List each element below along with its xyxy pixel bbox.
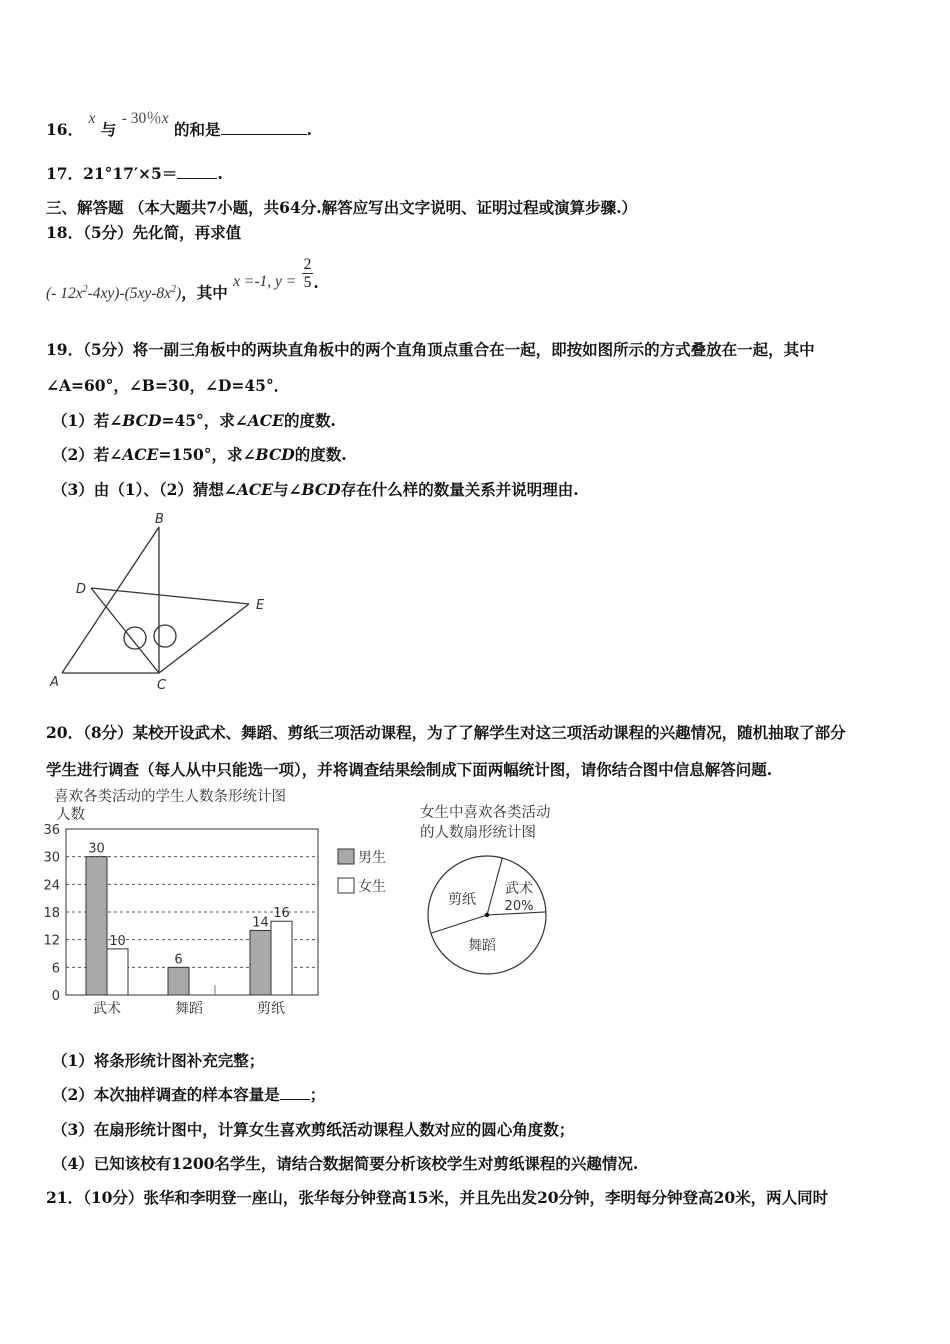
q16-number: 16．	[46, 120, 84, 139]
x-tick-label: 武术	[93, 1001, 121, 1017]
bar-男生-舞蹈	[168, 967, 189, 995]
q16-answer-blank	[221, 120, 307, 135]
q20-line2: 学生进行调查（每人从中只能选一项），并将调查结果绘制成下面两幅统计图，请你结合图中信息解答问题.	[46, 760, 773, 779]
q18-expr: (- $12x^2-4xy)-(5xy-8x^2)$	[46, 283, 182, 302]
q20-part4: （4）已知该校有1200名学生，请结合数据简要分析该校学生对剪纸课程的兴趣情况.	[52, 1154, 639, 1173]
q20-line1: 20．（8分）某校开设武术、舞蹈、剪纸三项活动课程，为了了解学生对这三项活动课程的兴趣情况，随机抽取了部分	[46, 723, 846, 742]
q16-expr: - 30％x	[121, 110, 169, 127]
legend-swatch-女生	[338, 878, 354, 893]
q16-sum-text: 的和是	[174, 120, 221, 139]
label-D: D	[76, 582, 87, 597]
q19-part3: （3）由（1）、（2）猜想∠ACE与∠BCD存在什么样的数量关系并说明理由.	[52, 480, 579, 499]
bar-value-label: 14	[252, 915, 269, 931]
q18-expression	[46, 256, 319, 302]
q19-part1: （1）若∠BCD=45°，求∠ACE的度数.	[52, 411, 336, 430]
q18-fraction: $\frac{2}{5}$	[303, 256, 312, 291]
right-angle-mark-left	[124, 627, 146, 649]
pie-label-jianzhi: 剪纸	[448, 892, 476, 908]
label-E: E	[256, 598, 265, 613]
bar-value-label: 10	[109, 933, 126, 949]
bar-chart-title: 喜欢各类活动的学生人数条形统计图	[54, 789, 286, 805]
bar-女生-剪纸	[271, 921, 292, 995]
q20-part1: （1）将条形统计图补充完整；	[52, 1051, 265, 1070]
y-tick-label: 30	[43, 850, 60, 866]
q19-part2: （2）若∠ACE=150°，求∠BCD的度数.	[52, 445, 347, 464]
q20-answer-blank	[280, 1085, 310, 1100]
q16-line	[46, 104, 312, 139]
pie-label-wudao: 舞蹈	[468, 938, 496, 954]
q16-var-x: x	[88, 110, 96, 127]
q18-line1: 18．（5分）先化简，再求值	[46, 223, 242, 242]
pie-center	[485, 913, 489, 917]
section3-heading: 三、解答题 （本大题共7小题，共64分.解答应写出文字说明、证明过程或演算步骤.）	[46, 198, 638, 217]
bar-男生-武术	[86, 857, 107, 995]
y-tick-label: 36	[43, 823, 60, 838]
y-tick-label: 0	[51, 989, 60, 1004]
bar-chart-ylabel: 人数	[56, 807, 85, 823]
q19-triangle-figure	[40, 505, 280, 695]
pie-chart-title-line2: 的人数扇形统计图	[420, 825, 536, 841]
right-angle-mark-right	[154, 625, 176, 647]
pie-chart-title-line1: 女生中喜欢各类活动	[420, 805, 551, 821]
q16-period: .	[306, 120, 312, 139]
y-tick-label: 18	[43, 906, 60, 921]
x-tick-label: 剪纸	[257, 1001, 285, 1017]
segment-CE	[159, 604, 249, 673]
q18-period: .	[313, 272, 319, 292]
q17-line	[46, 162, 223, 184]
pie-label-wushu: 武术	[505, 881, 533, 897]
pie-percent-wushu: 20%	[504, 899, 534, 914]
bar-value-label: 16	[273, 906, 290, 922]
q20-part3: （3）在扇形统计图中，计算女生喜欢剪纸活动课程人数对应的圆心角度数；	[52, 1120, 575, 1139]
legend-label-女生: 女生	[358, 879, 386, 895]
label-B: B	[155, 512, 164, 527]
q19-line1: 19．（5分）将一副三角板中的两块直角板中的两个直角顶点重合在一起，即按如图所示的方式叠放在一起，其中	[46, 340, 815, 359]
segment-DC	[91, 588, 159, 673]
q17-answer-blank	[177, 164, 217, 179]
segment-AB	[62, 527, 159, 673]
q17-text: 17．21°17′×5＝	[46, 164, 178, 183]
legend-swatch-男生	[338, 849, 354, 864]
q21-line1: 21．（10分）张华和李明登一座山，张华每分钟登高15米，并且先出发20分钟，李明每分钟登高20米，两人同时	[46, 1188, 829, 1207]
bar-男生-剪纸	[250, 930, 271, 995]
q20-part2: （2）本次抽样调查的样本容量是 ；	[52, 1085, 326, 1104]
segment-DE	[91, 588, 249, 604]
legend-label-男生: 男生	[358, 850, 386, 866]
bar-value-label: 6	[174, 952, 183, 968]
pie-chart	[420, 845, 560, 985]
q16-and: 与	[100, 120, 117, 139]
bar-value-label: 30	[88, 841, 105, 857]
y-tick-label: 6	[51, 961, 60, 977]
bar-chart	[30, 815, 410, 1025]
bar-女生-武术	[107, 949, 128, 995]
label-A: A	[50, 675, 59, 690]
q18-condition: x =-1, y =	[233, 272, 297, 290]
q18-where: ，其中	[181, 282, 228, 302]
y-tick-label: 24	[43, 878, 60, 894]
x-tick-label: 舞蹈	[175, 1001, 203, 1017]
label-C: C	[157, 678, 167, 693]
q17-period: .	[217, 164, 223, 183]
y-tick-label: 12	[43, 933, 60, 949]
q19-line2: ∠A=60°，∠B=30，∠D=45°．	[46, 376, 290, 395]
